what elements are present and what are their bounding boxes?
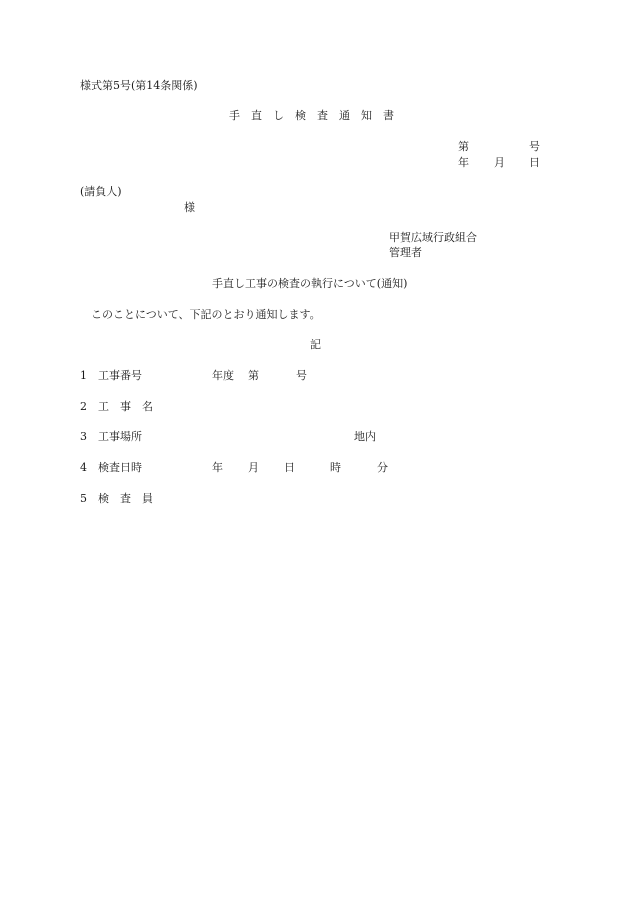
item-label: 工事番号 (98, 369, 142, 382)
minute-label: 分 (377, 461, 388, 474)
number-prefix: 第 (248, 369, 259, 382)
item-label: 工事場所 (98, 430, 142, 443)
item-number: 3 (80, 430, 87, 443)
number-suffix: 号 (296, 369, 307, 382)
item-number: 5 (80, 492, 87, 505)
item-label: 検 査 員 (98, 492, 153, 505)
year-label: 年 (212, 461, 223, 474)
sender-org: 甲賀広域行政組合 (389, 231, 477, 244)
item-number: 4 (80, 461, 87, 474)
month-label: 月 (248, 461, 259, 474)
form-label: 様式第5号(第14条関係) (80, 79, 198, 92)
day-label: 日 (284, 461, 295, 474)
date-year: 年 (458, 156, 469, 169)
date-day: 日 (529, 156, 540, 169)
ki-heading: 記 (310, 338, 321, 351)
item-number: 2 (80, 400, 87, 413)
sender-role: 管理者 (389, 246, 422, 259)
item-label: 工 事 名 (98, 400, 153, 413)
addressee-label: (請負人) (80, 185, 122, 198)
doc-number-suffix: 号 (529, 140, 540, 153)
addressee-honorific: 様 (184, 201, 195, 214)
document-title: 手 直 し 検 査 通 知 書 (229, 109, 394, 122)
item-number: 1 (80, 369, 87, 382)
item-label: 検査日時 (98, 461, 142, 474)
date-month: 月 (494, 156, 505, 169)
subject-line: 手直し工事の検査の執行について(通知) (212, 277, 408, 290)
hour-label: 時 (330, 461, 341, 474)
doc-number-prefix: 第 (458, 140, 469, 153)
body-text: このことについて、下記のとおり通知します。 (91, 308, 321, 321)
location-suffix: 地内 (354, 430, 376, 443)
fiscal-year-label: 年度 (212, 369, 234, 382)
